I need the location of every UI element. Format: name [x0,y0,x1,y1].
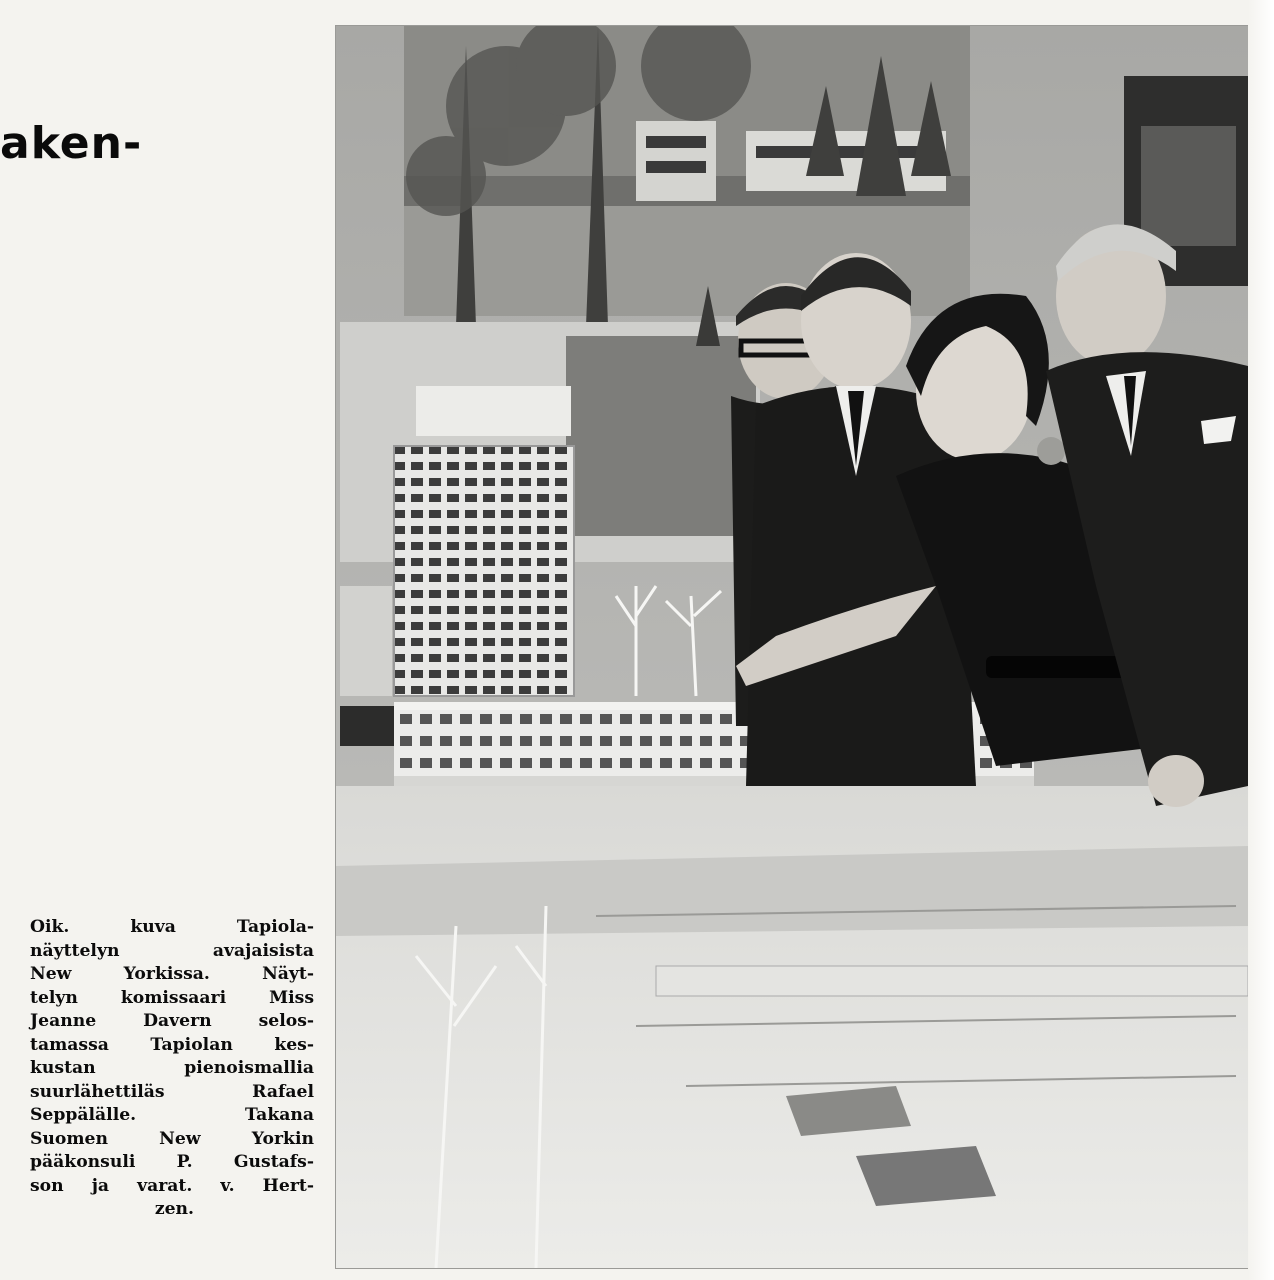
caption-line: Seppälälle. Takana [30,1105,314,1125]
caption-line: tamassa Tapiolan kes- [30,1034,314,1055]
caption-line: Jeanne Davern selos- [30,1011,314,1031]
caption-line: telyn komissaari Miss [30,987,314,1008]
headline-fragment: aken- [0,118,143,169]
caption-line: son ja varat. v. Hert- [30,1175,314,1196]
caption-line: Suomen New Yorkin [30,1128,314,1149]
caption-line: näyttelyn avajaisista [30,940,314,961]
photo-caption [30,916,314,1222]
page-edge [1248,0,1274,1280]
caption-line: suurlähettiläs Rafael [30,1081,314,1102]
exhibition-photo [336,26,1248,1268]
caption-line: kustan pienoismallia [30,1058,314,1078]
caption-line: pääkonsuli P. Gustafs- [30,1152,314,1172]
photo-illustration [336,26,1248,1268]
caption-line: New Yorkissa. Näyt- [30,964,314,984]
caption-line: zen. [154,1199,194,1219]
caption-line: Oik. kuva Tapiola- [30,917,314,937]
